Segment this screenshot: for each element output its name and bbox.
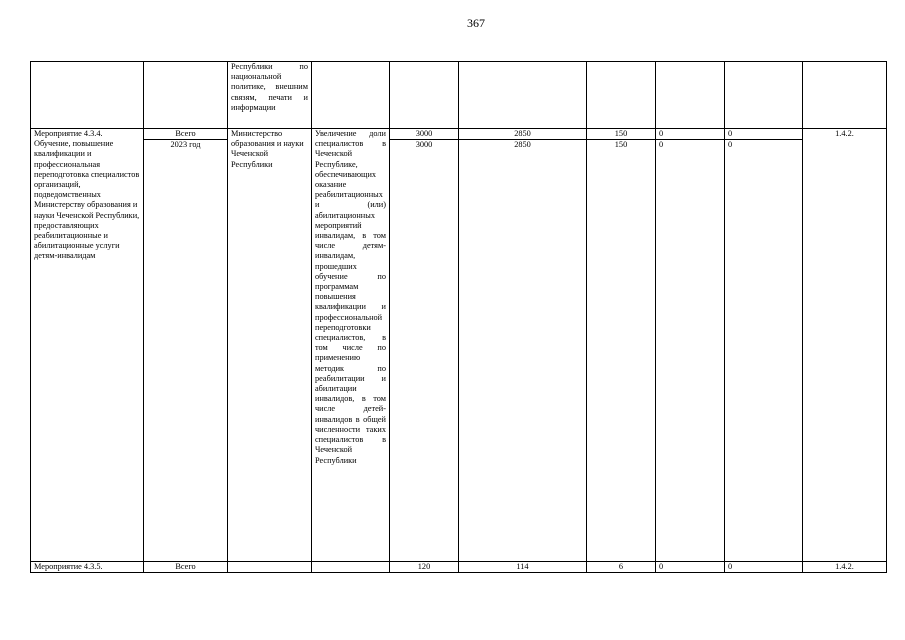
empty-cell	[312, 62, 390, 129]
empty-cell	[803, 140, 887, 562]
event-name-cell: Мероприятие 4.3.4. Обучение, повышение квалификации и профессиональная переподготовка специалистов организаций, подведомственных Министерству образования и науки Чеченской Республики, предоставляющих реабилитационные и абилитационные услуги детям-инвалидам	[31, 129, 144, 562]
value-cell: 120	[390, 562, 459, 573]
empty-cell	[31, 62, 144, 129]
indicator-cell: Увеличение доли специалистов в Чеченской Республике, обеспечивающих оказание реабилитационных и (или) абилитационных мероприятий инвалидам, в том числе детям-инвалидам, прошедших обучение по программам повышения квалификации и профессиональной переподготовки специалистов, в том числе по применению методик по реабилитации и абилитации инвалидов, в том числе детей-инвалидов в общей численности таких специалистов в Чеченской Республики	[312, 129, 390, 562]
value-cell: 3000	[390, 129, 459, 140]
value-cell: 0	[656, 140, 725, 562]
value-cell: 6	[587, 562, 656, 573]
empty-cell	[725, 62, 803, 129]
period-cell: 2023 год	[144, 140, 228, 562]
program-table	[30, 61, 887, 573]
empty-cell	[312, 562, 390, 573]
value-cell: 150	[587, 129, 656, 140]
empty-cell	[390, 62, 459, 129]
empty-cell	[144, 62, 228, 129]
empty-cell	[228, 562, 312, 573]
value-cell: 3000	[390, 140, 459, 562]
table-row	[31, 140, 887, 562]
executor-cell: Министерство образования и науки Чеченской Республики	[228, 129, 312, 562]
value-cell: 0	[725, 562, 803, 573]
executor-cell: Республики по национальной политике, внешним связям, печати и информации	[228, 62, 312, 129]
period-cell: Всего	[144, 129, 228, 140]
reference-cell: 1.4.2.	[803, 129, 887, 140]
empty-cell	[656, 62, 725, 129]
table-row	[31, 562, 887, 573]
value-cell: 0	[725, 140, 803, 562]
page-number: 367	[467, 16, 485, 30]
event-name-cell: Мероприятие 4.3.5.	[31, 562, 144, 573]
empty-cell	[803, 62, 887, 129]
empty-cell	[587, 62, 656, 129]
value-cell: 2850	[459, 140, 587, 562]
table-row	[31, 129, 887, 140]
value-cell: 114	[459, 562, 587, 573]
value-cell: 0	[656, 129, 725, 140]
value-cell: 2850	[459, 129, 587, 140]
value-cell: 0	[656, 562, 725, 573]
value-cell: 0	[725, 129, 803, 140]
value-cell: 150	[587, 140, 656, 562]
period-cell: Всего	[144, 562, 228, 573]
table-row	[31, 62, 887, 129]
empty-cell	[459, 62, 587, 129]
reference-cell: 1.4.2.	[803, 562, 887, 573]
